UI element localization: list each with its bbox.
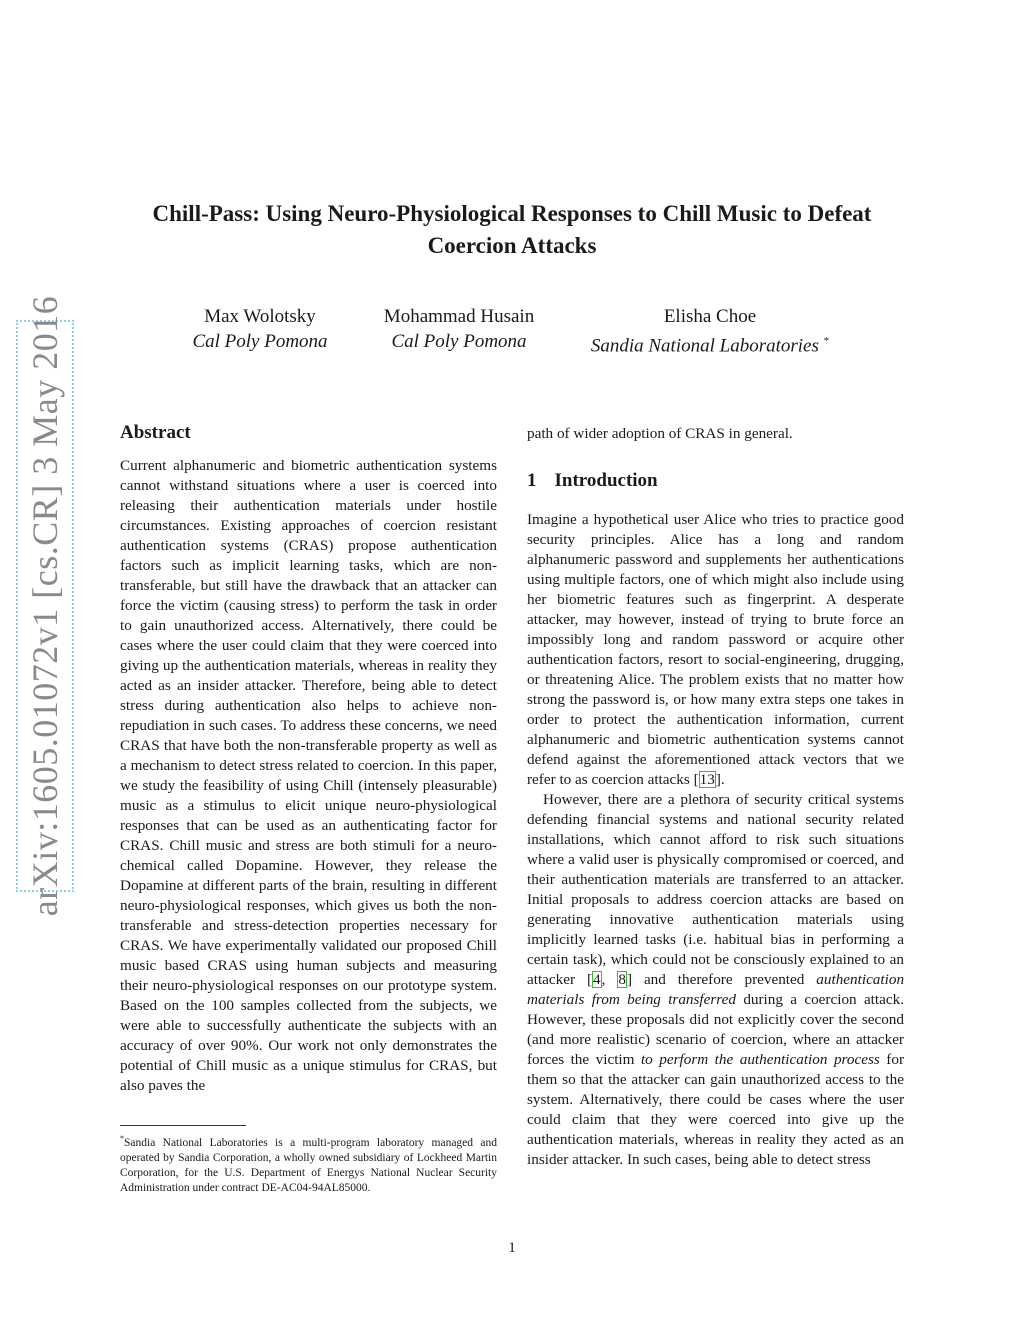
page-number: 1 [508,1240,516,1256]
paper-title [100,198,924,262]
introduction-body [527,510,904,1170]
author-affiliation: Cal Poly Pomona [391,331,527,352]
abstract-body [120,456,497,1096]
citation-link[interactable]: 8 [618,971,626,988]
affiliation-text: Sandia National Laboratories [590,335,819,357]
author-name: Mohammad Husain [383,306,535,327]
punctuation: . [720,771,725,788]
citation-link[interactable]: 4 [593,971,601,988]
paragraph-text: Imagine a hypothetical user Alice who tries to practice good security principles. Alice has a long and random alphanumeric password and supplements her authentications using multiple factors, one of which might also include using her biometric features such as fingerprint. A desperate attacker, may however, instead of trying to brute force an impossibly long and random password or acquire other authentication factors, resort to social-engineering, drugging, or threatening Alice. The problem exists that no matter how strong the password is, or how many extra steps one takes in order to protect the authentication information, current alphanumeric and biometric authentication systems cannot defend against the aforementioned attack vectors that we refer to as coercion attacks [527,511,904,788]
footnote-text: Sandia National Laboratories is a multi-program laboratory managed and operated by Sandia Corporation, a wholly owned subsidiary of Lockheed Martin Corporation, for the U.S. Department of Energys National Nuclear Security Administration under contract DE-AC04-94AL85000. [120,1136,497,1194]
abstract-text: Current alphanumeric and biometric authentication systems cannot withstand situations where a user is coerced into releasing their authentication materials under hostile circumstances. Existing approaches of coercion resistant authentication systems (CRAS) propose authentication factors such as implicit learning tasks, which are non-transferable, but still have the drawback that an attacker can force the victim (causing stress) to perform the task in order to gain unauthorized access. Alternatively, there could be cases where the user could claim that they were coerced into giving up the authentication materials, whereas in reality they acted as an insider attacker. Therefore, being able to detect stress during authentication also helps to achieve non-repudiation in such cases. To address these concerns, we need CRAS that have both the non-transferable property as well as a mechanism to detect stress related to coercion. In this paper, we study the feasibility of using Chill (intensely pleasurable) music as a stimulus to elicit unique neuro-physiological responses that can be used as an authenticating factor for CRAS. Chill music and stress are both stimuli for a neuro-chemical called Dopamine. However, they release the Dopamine at different parts of the brain, resulting in different neuro-physiological responses, which gives us both the non-transferable and stress-detection properties necessary for CRAS. We have experimentally validated our proposed Chill music based CRAS using human subjects and measuring their neuro-physiological responses on our prototype system. Based on the 100 samples collected from the subjects, we were able to successfully authenticate the subjects with an accuracy of over 90%. Our work not only demonstrates the potential of Chill music as a unique stimulus for CRAS, but also paves the [120,457,497,1094]
author-affiliation: Cal Poly Pomona [192,331,328,352]
abstract-heading: Abstract [120,422,191,443]
title-line-1: Chill-Pass: Using Neuro-Physiological Responses to Chill Music to Defeat [152,201,872,226]
footnote-mark: * [120,1134,124,1143]
section-title: Introduction [554,470,658,491]
abstract-continuation [527,424,904,444]
section-number: 1 [527,470,537,491]
paragraph-text: for them so that the attacker can gain unauthorized access to the system. Alternatively, there could be cases where the user could claim that they were coerced into give up the authentication materials, whereas in reality they acted as an insider attacker. In such cases, being able to detect stress [527,1051,905,1168]
author-block-2 [369,304,549,354]
emphasis-text: authentication materials from being transferred [527,971,905,1008]
footnote [120,1131,497,1196]
author-block-3 [575,304,845,358]
emphasis-text: to perform the authentication process [640,1051,880,1068]
paragraph-text: during a coercion attack. However, these proposals did not explicitly cover the second (and more realistic) scenario of coercion, where an attacker forces the victim [527,991,904,1068]
arxiv-identifier[interactable]: arXiv:1605.01072v1 [cs.CR] 3 May 2016 [25,295,65,917]
section-heading-introduction [527,470,658,492]
author-name: Elisha Choe [663,306,757,327]
intro-paragraph-1: Imagine a hypothetical user Alice who tries to practice good security principles. Alice has a long and random alphanumeric password and supplements her authentications using multiple factors, one of which might also include using her biometric features such as fingerprint. A desperate attacker, may however, instead of trying to brute force an impossibly long and random password or acquire other authentication factors, resort to social-engineering, drugging, or threatening Alice. The problem exists that no matter how strong the password is, or how many extra steps one takes in order to protect the authentication information, current alphanumeric and biometric authentication systems cannot defend against the aforementioned attack vectors that we refer to as coercion attacks [13]. [527,511,904,788]
paragraph-text: However, there are a plethora of security critical systems defending financial systems and national security related installations, which cannot afford to risk such situations where a valid user is physically compromised or coerced, and their authentication materials are transferred to an attacker. Initial proposals to address coercion attacks are based on generating innovative authentication materials using implicitly learned tasks (i.e. habitual bias in performing a certain task), which could not be consciously explained to an attacker [527,791,904,988]
author-affiliation [575,329,845,358]
abstract-continuation-text: path of wider adoption of CRAS in general. [527,425,793,442]
punctuation: , [601,971,606,988]
author-name: Max Wolotsky [204,306,316,327]
footnote-rule [120,1125,246,1126]
citation-link[interactable]: 13 [699,771,715,788]
intro-paragraph-2: However, there are a plethora of security critical systems defending financial systems and national security related installations, which cannot afford to risk such situations where a valid user is physically compromised or coerced, and their authentication materials are transferred to an attacker. Initial proposals to address coercion attacks are based on generating innovative authentication materials using implicitly learned tasks (i.e. habitual bias in performing a certain task), which could not be consciously explained to an attacker [4, 8] and therefore prevented authentication materials from being transferred during a coercion attack. However, these proposals did not explicitly cover the second (and more realistic) scenario of coercion, where an attacker forces the victim to perform the authentication process for them so that the attacker can gain unauthorized access to the system. Alternatively, there could be cases where the user could claim that they were coerced into give up the authentication materials, whereas in reality they acted as an insider attacker. In such cases, being able to detect stress [527,791,905,1168]
author-block-1 [170,304,350,354]
footnote-mark[interactable]: * [823,335,830,347]
paragraph-text: and therefore prevented [643,971,805,988]
title-line-2: Coercion Attacks [427,233,597,258]
